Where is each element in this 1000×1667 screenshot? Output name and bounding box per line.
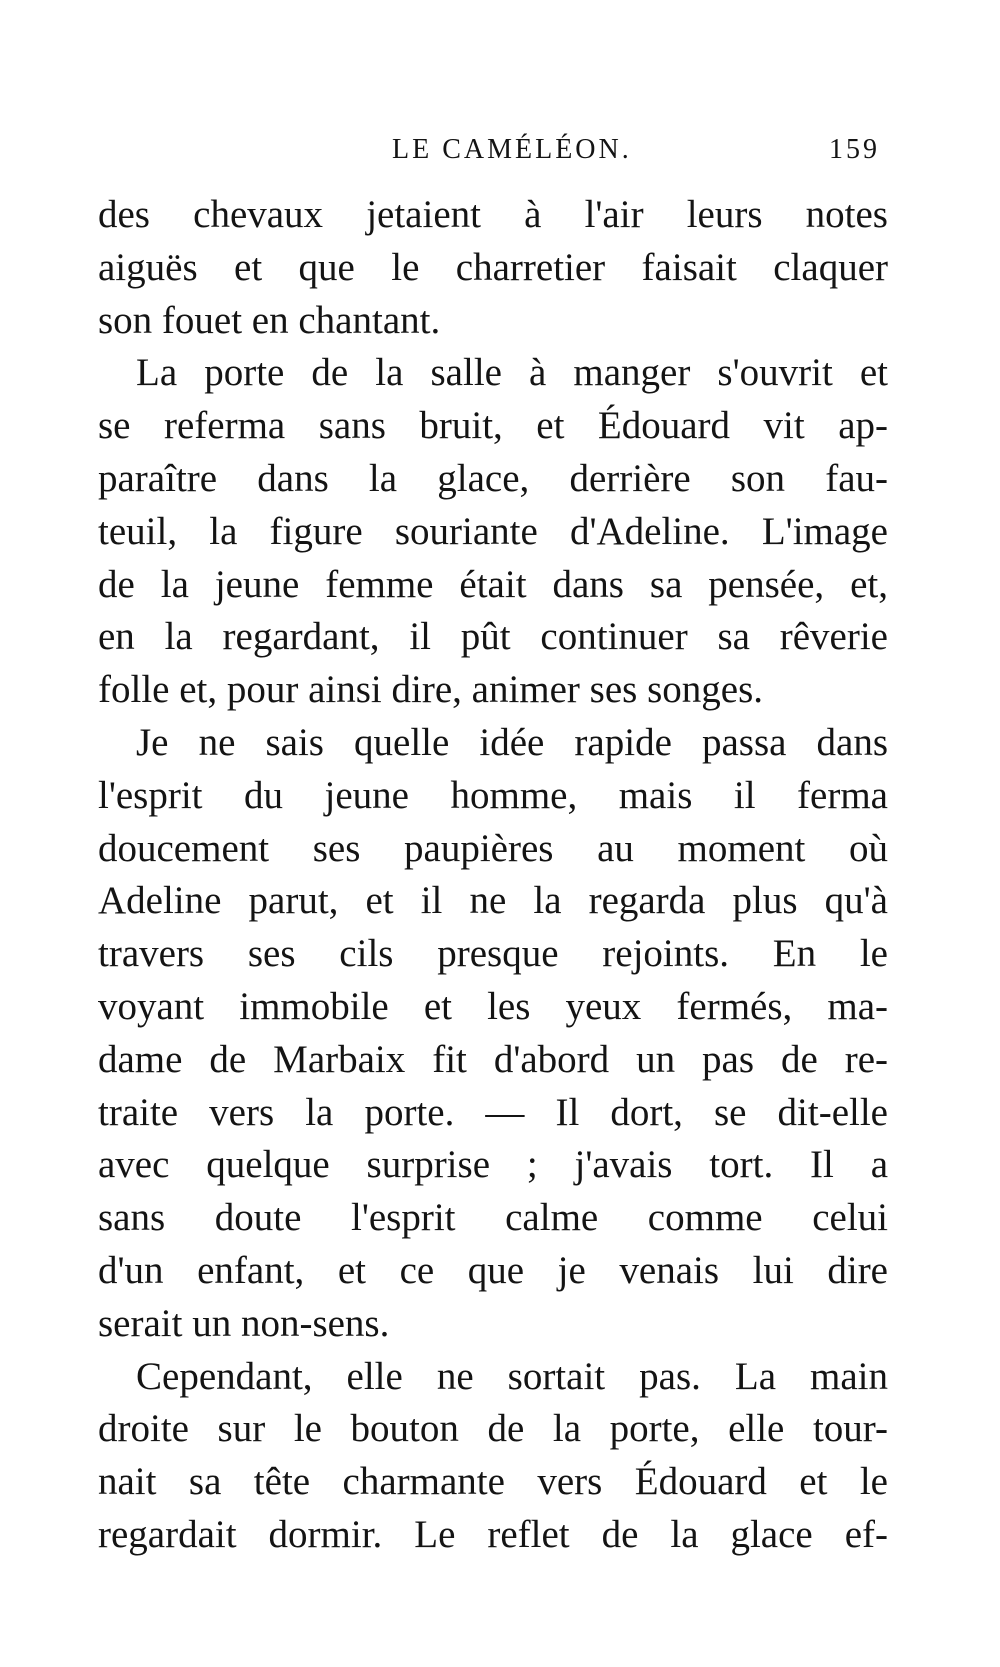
- text-line: paraître dans la glace, derrière son fau-: [98, 456, 888, 500]
- text-line: teuil, la figure souriante d'Adeline. L'image: [98, 509, 888, 553]
- text-line: regardait dormir. Le reflet de la glace ef-: [98, 1512, 888, 1556]
- text-line: traite vers la porte. — Il dort, se dit-elle: [98, 1090, 888, 1134]
- text-line: Adeline parut, et il ne la regarda plus qu'à: [98, 879, 888, 923]
- text-line: dame de Marbaix fit d'abord un pas de re-: [98, 1037, 888, 1081]
- text-line: serait un non-sens.: [98, 1301, 390, 1345]
- text-line: Je ne sais quelle idée rapide passa dans: [136, 720, 888, 764]
- text-line: aiguës et que le charretier faisait claquer: [98, 245, 888, 289]
- text-line: Cependant, elle ne sortait pas. La main: [136, 1354, 888, 1398]
- running-head: [0, 130, 1000, 170]
- running-title: LE CAMÉLÉON.: [392, 134, 632, 165]
- text-line: se referma sans bruit, et Édouard vit ap-: [98, 404, 888, 448]
- text-line: avec quelque surprise ; j'avais tort. Il a: [98, 1143, 888, 1187]
- text-line: doucement ses paupières au moment où: [98, 826, 888, 870]
- text-line: La porte de la salle à manger s'ouvrit et: [136, 351, 888, 395]
- text-line: nait sa tête charmante vers Édouard et le: [98, 1460, 888, 1504]
- text-line: voyant immobile et les yeux fermés, ma-: [98, 984, 888, 1028]
- page-number: 159: [829, 134, 880, 165]
- text-line: en la regardant, il pût continuer sa rêverie: [98, 615, 888, 659]
- text-line: de la jeune femme était dans sa pensée, et,: [98, 562, 888, 606]
- text-line: droite sur le bouton de la porte, elle tour-: [98, 1407, 888, 1451]
- text-line: des chevaux jetaient à l'air leurs notes: [98, 193, 888, 236]
- text-line: d'un enfant, et ce que je venais lui dire: [98, 1248, 888, 1292]
- text-line: sans doute l'esprit calme comme celui: [98, 1196, 888, 1240]
- text-line: folle et, pour ainsi dire, animer ses songes.: [98, 668, 763, 712]
- text-line: son fouet en chantant.: [98, 298, 441, 342]
- body-text: [98, 189, 888, 1562]
- text-line: travers ses cils presque rejoints. En le: [98, 932, 888, 976]
- text-line: l'esprit du jeune homme, mais il ferma: [98, 773, 888, 817]
